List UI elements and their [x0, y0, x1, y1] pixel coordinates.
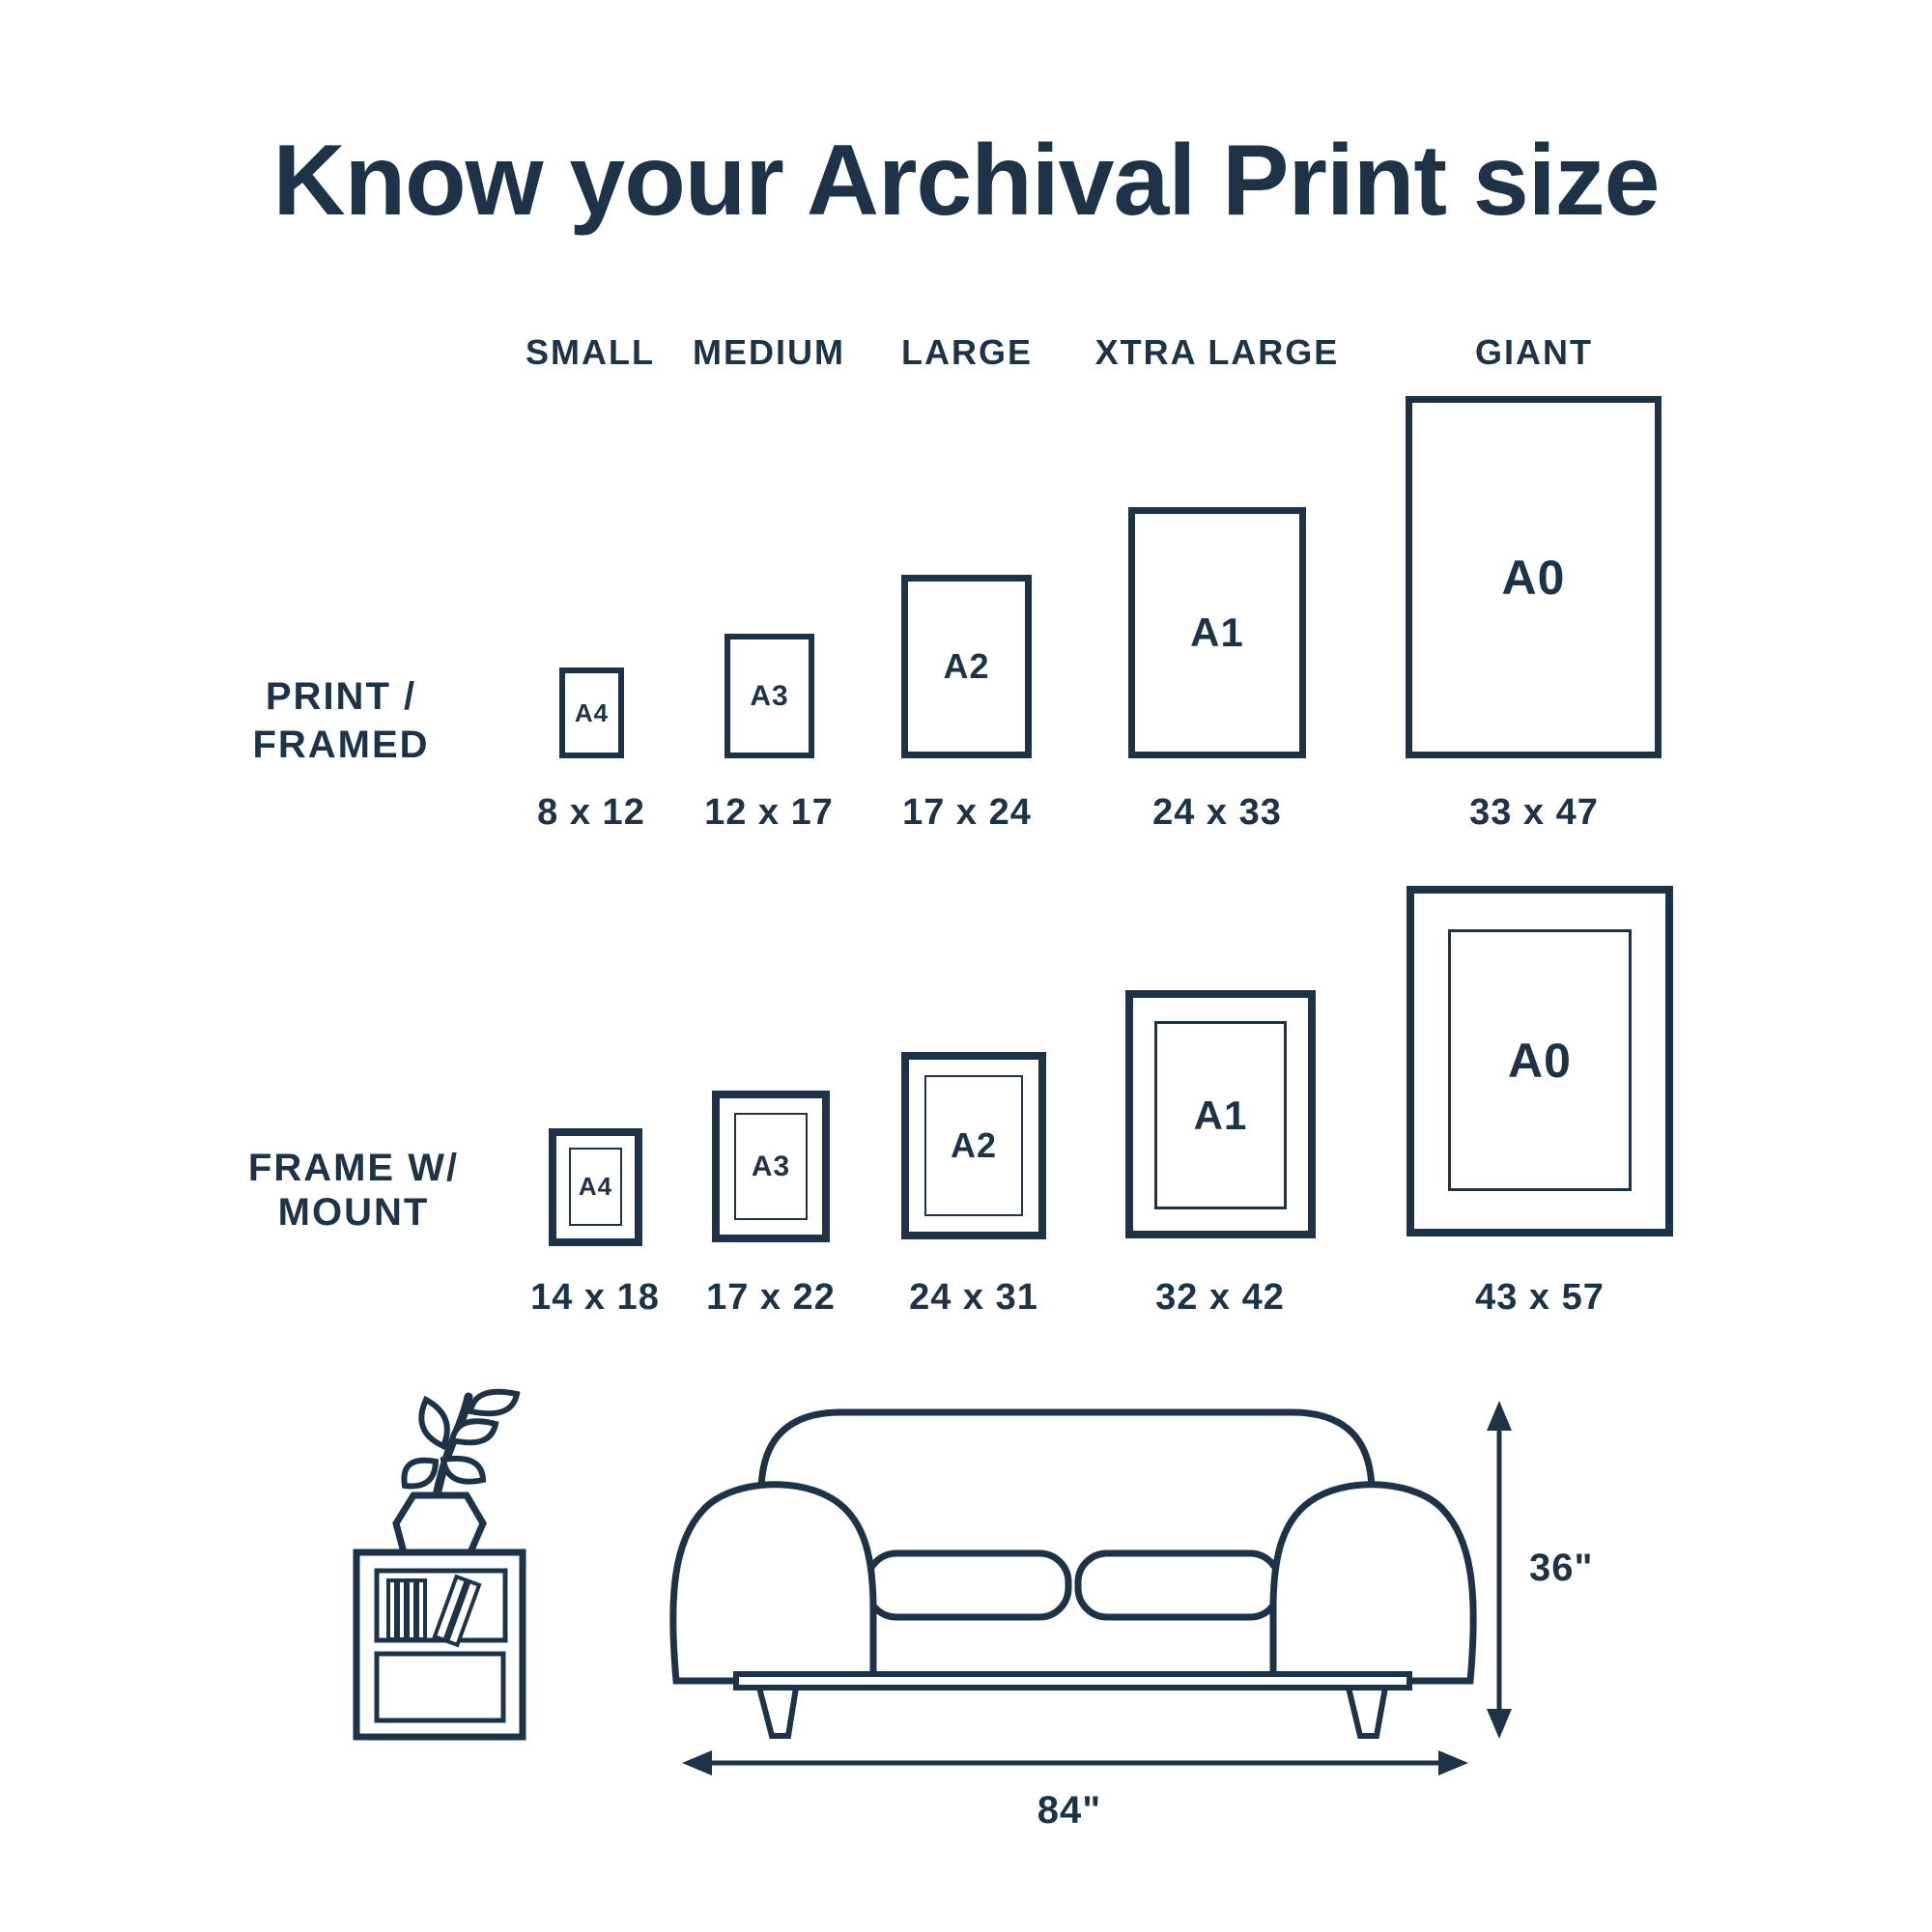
print-a1-code: A1 [1190, 610, 1244, 655]
frame-a1-code: A1 [1193, 1092, 1248, 1138]
plant-icon [396, 1392, 517, 1552]
row-label-line1: FRAME W/ [247, 1147, 460, 1189]
frame-a4-code: A4 [578, 1172, 613, 1201]
plant-leaf [421, 1400, 447, 1446]
print-a2 [901, 575, 1032, 758]
frame-a0-code: A0 [1508, 1033, 1572, 1088]
sofa-height-label: 36" [1529, 1547, 1594, 1589]
column-header-small: SMALL [526, 332, 655, 372]
sofa-cushion-left [867, 1553, 1068, 1617]
frame-a4 [549, 1128, 642, 1246]
frame-a0-mount [1448, 929, 1632, 1191]
print-a3-code: A3 [750, 679, 789, 712]
row-label-line2: FRAMED [252, 724, 430, 766]
frame-a3 [712, 1091, 830, 1242]
frame-a2 [901, 1052, 1046, 1239]
print-a4-code: A4 [574, 697, 610, 727]
print-a1 [1128, 507, 1306, 758]
row-label-print-framed [196, 672, 486, 769]
print-a0-size: 33 x 47 [1469, 792, 1599, 833]
print-a0-code: A0 [1501, 550, 1566, 605]
column-header-large: LARGE [901, 332, 1033, 372]
frame-a4-mount [569, 1148, 622, 1226]
frame-a2-size: 24 x 31 [909, 1277, 1038, 1318]
frame-a3-code: A3 [751, 1150, 791, 1182]
sofa-arm-left [673, 1485, 873, 1681]
print-a3-size: 12 x 17 [704, 792, 834, 833]
plant-vase [396, 1495, 483, 1552]
frame-a0-size: 43 x 57 [1475, 1277, 1605, 1318]
print-a0 [1406, 396, 1662, 758]
frame-a1 [1125, 990, 1316, 1238]
print-a4-size: 8 x 12 [537, 792, 645, 833]
frame-a1-mount [1154, 1021, 1287, 1209]
row-label-frame-mount [209, 1146, 498, 1235]
print-a2-size: 17 x 24 [902, 792, 1032, 833]
frame-a3-mount [734, 1113, 808, 1220]
width-dimension-arrow [682, 1750, 1468, 1776]
print-a4 [559, 668, 624, 758]
sofa-width-label: 84" [1037, 1789, 1102, 1832]
side-table-shelf-bottom [377, 1654, 503, 1720]
print-a1-size: 24 x 33 [1152, 792, 1282, 833]
sofa-leg-left [759, 1688, 796, 1736]
page-title: Know your Archival Print size [272, 125, 1660, 237]
sofa-cushion-right [1078, 1553, 1279, 1617]
frame-a2-mount [924, 1075, 1023, 1216]
row-label-line1: PRINT / [265, 675, 417, 718]
plant-leaf [404, 1461, 436, 1487]
frame-a0 [1406, 886, 1673, 1236]
sofa-arm-right [1273, 1485, 1473, 1681]
sofa-base [736, 1674, 1409, 1688]
print-a3 [724, 634, 814, 758]
frame-a4-size: 14 x 18 [530, 1277, 660, 1318]
plant-leaf [470, 1392, 517, 1414]
frame-a3-size: 17 x 22 [706, 1277, 836, 1318]
living-room-scale-illustration [242, 1372, 1613, 1835]
frame-a2-code: A2 [950, 1125, 998, 1165]
print-a2-code: A2 [943, 646, 990, 686]
column-header-medium: MEDIUM [693, 332, 845, 372]
plant-leaf [452, 1421, 496, 1442]
sofa-leg-right [1349, 1688, 1385, 1736]
column-header-xtra-large: XTRA LARGE [1094, 332, 1340, 372]
height-dimension-arrow [1487, 1401, 1512, 1739]
column-header-giant: GIANT [1475, 332, 1593, 372]
frame-a1-size: 32 x 42 [1155, 1277, 1285, 1318]
plant-leaf [443, 1459, 483, 1482]
row-label-line2: MOUNT [277, 1191, 430, 1234]
